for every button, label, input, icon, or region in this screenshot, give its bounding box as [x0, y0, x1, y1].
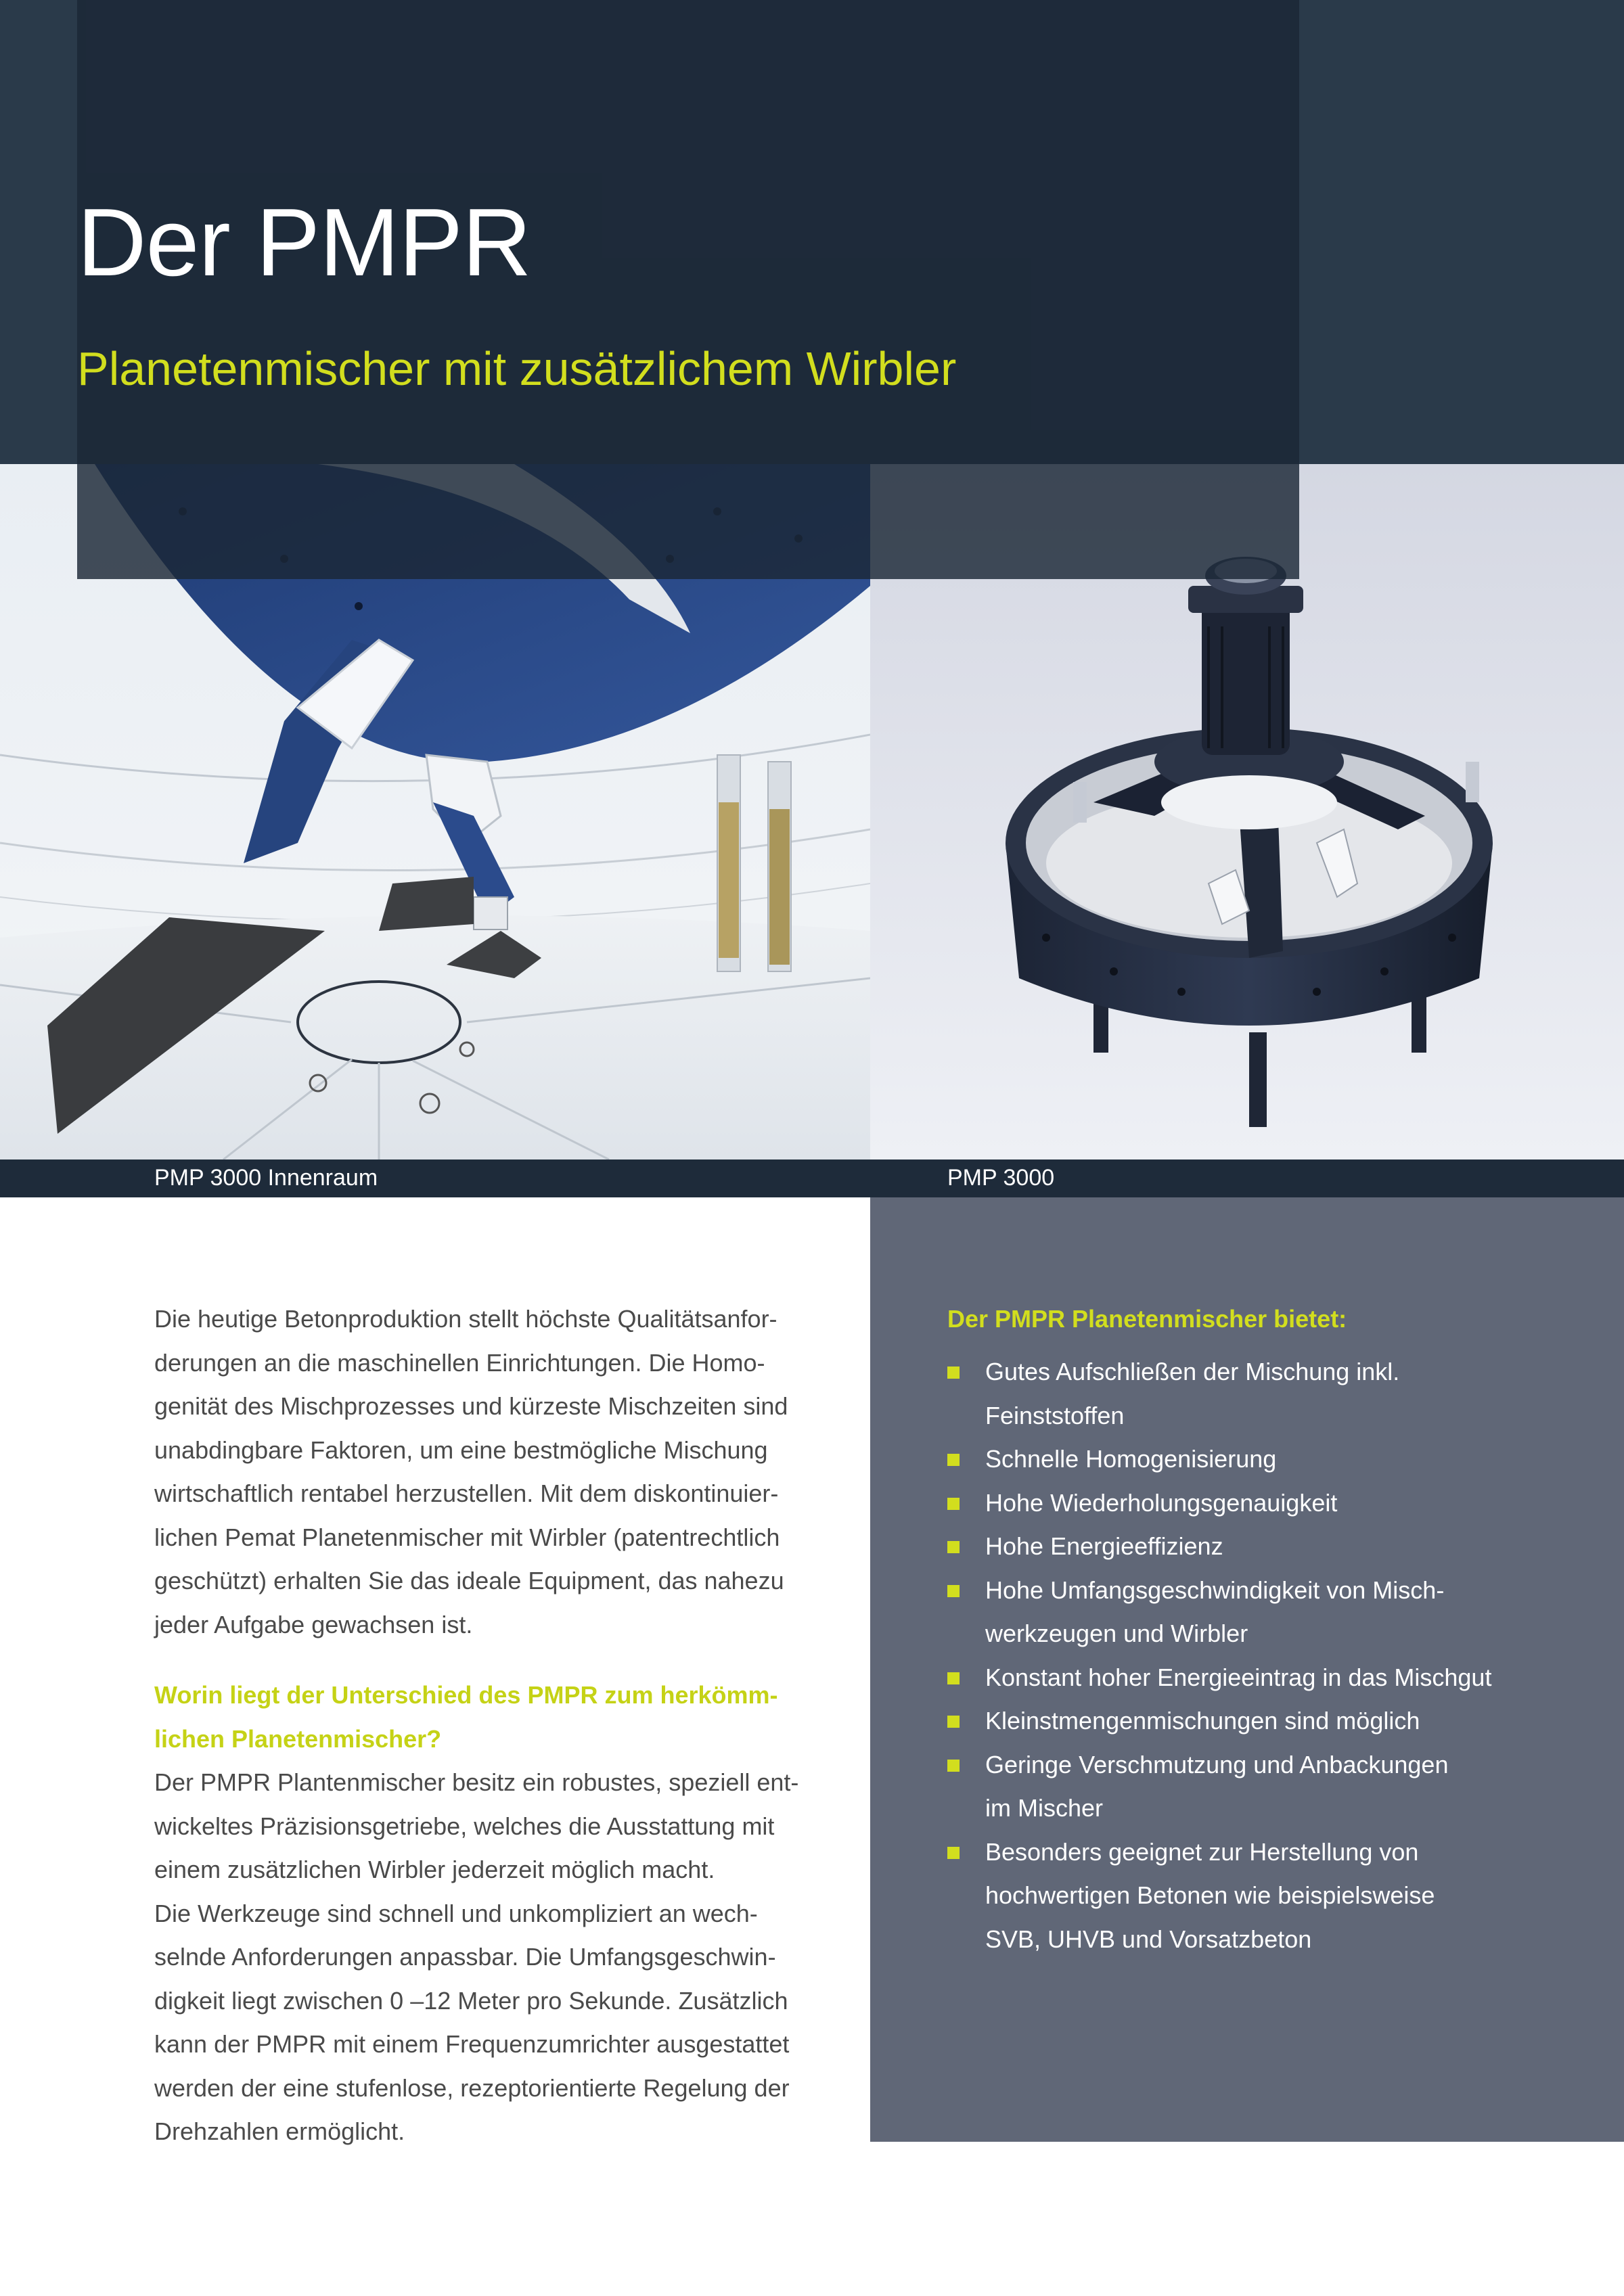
intro-paragraph: Die heutige Betonproduktion stellt höchste Qualitätsanfor- derungen an die maschinellen Einrichtungen. Die Homo- genität des Mischprozesses und kürzeste Mischzeiten sind unabdingbare Faktoren, um eine bestmögliche Mischung wirtschaftlich rentabel herzustellen. Mit dem diskontinuier- lichen Pemat Planetenmischer mit Wirbler (patentrechtlich geschützt) erhalten Sie das ideale Equipment, das nahezu jeder Aufgabe gewachsen ist.: [154, 1305, 788, 1638]
square-bullet-icon: [947, 1716, 960, 1728]
benefits-list: [947, 1350, 1556, 1961]
benefit-text: Hohe Wiederholungsgenauigkeit: [985, 1488, 1338, 1517]
square-bullet-icon: [947, 1847, 960, 1859]
benefit-text: Hohe Umfangsgeschwindigkeit von Misch- werkzeugen und Wirbler: [985, 1576, 1445, 1647]
square-bullet-icon: [947, 1585, 960, 1597]
benefits-heading: Der PMPR Planetenmischer bietet:: [947, 1305, 1347, 1333]
benefit-item: [947, 1525, 1556, 1569]
benefit-text: Schnelle Homogenisierung: [985, 1445, 1277, 1473]
square-bullet-icon: [947, 1498, 960, 1510]
answer-paragraph: Der PMPR Plantenmischer besitz ein robustes, speziell ent- wickeltes Präzisionsgetriebe, welches die Ausstattung mit einem zusätzlichen Wirbler jederzeit möglich macht. Die Werkzeuge sind schnell und unkompliziert an wech- selnde Anforderungen anpassbar. Die Umfangsgeschwin- digkeit liegt zwischen 0 –12 Meter pro Sekunde. Zusätzlich kann der PMPR mit einem Frequenzumrichter ausgestattet werden der eine stufenlose, rezeptorientierte Regelung der Drehzahlen ermöglicht.: [154, 1768, 799, 2145]
benefit-item: [947, 1482, 1556, 1525]
square-bullet-icon: [947, 1760, 960, 1772]
benefit-item: [947, 1656, 1556, 1700]
square-bullet-icon: [947, 1541, 960, 1553]
page-title: Der PMPR: [77, 189, 531, 296]
benefit-item: [947, 1438, 1556, 1482]
benefit-item: [947, 1743, 1556, 1831]
benefit-item: [947, 1569, 1556, 1656]
benefit-item: [947, 1831, 1556, 1962]
square-bullet-icon: [947, 1672, 960, 1684]
benefit-item: [947, 1350, 1556, 1438]
benefit-text: Konstant hoher Energieeintrag in das Mischgut: [985, 1663, 1492, 1691]
benefit-item: [947, 1699, 1556, 1743]
benefit-text: Hohe Energieeffizienz: [985, 1532, 1223, 1560]
benefit-text: Geringe Verschmutzung und Anbackungen im Mischer: [985, 1750, 1449, 1822]
square-bullet-icon: [947, 1367, 960, 1379]
interior-photo-caption: PMP 3000 Innenraum: [154, 1165, 378, 1191]
exterior-photo-caption: PMP 3000: [947, 1165, 1055, 1191]
question-heading: Worin liegt der Unterschied des PMPR zum herkömm- lichen Planetenmischer?: [154, 1681, 778, 1753]
benefit-text: Kleinstmengenmischungen sind möglich: [985, 1707, 1420, 1735]
square-bullet-icon: [947, 1454, 960, 1466]
benefit-text: Gutes Aufschließen der Mischung inkl. Feinststoffen: [985, 1358, 1400, 1429]
page-subtitle: Planetenmischer mit zusätzlichem Wirbler: [77, 342, 957, 395]
benefit-text: Besonders geeignet zur Herstellung von hochwertigen Betonen wie beispielsweise SVB, UHVB und Vorsatzbeton: [985, 1837, 1435, 1953]
